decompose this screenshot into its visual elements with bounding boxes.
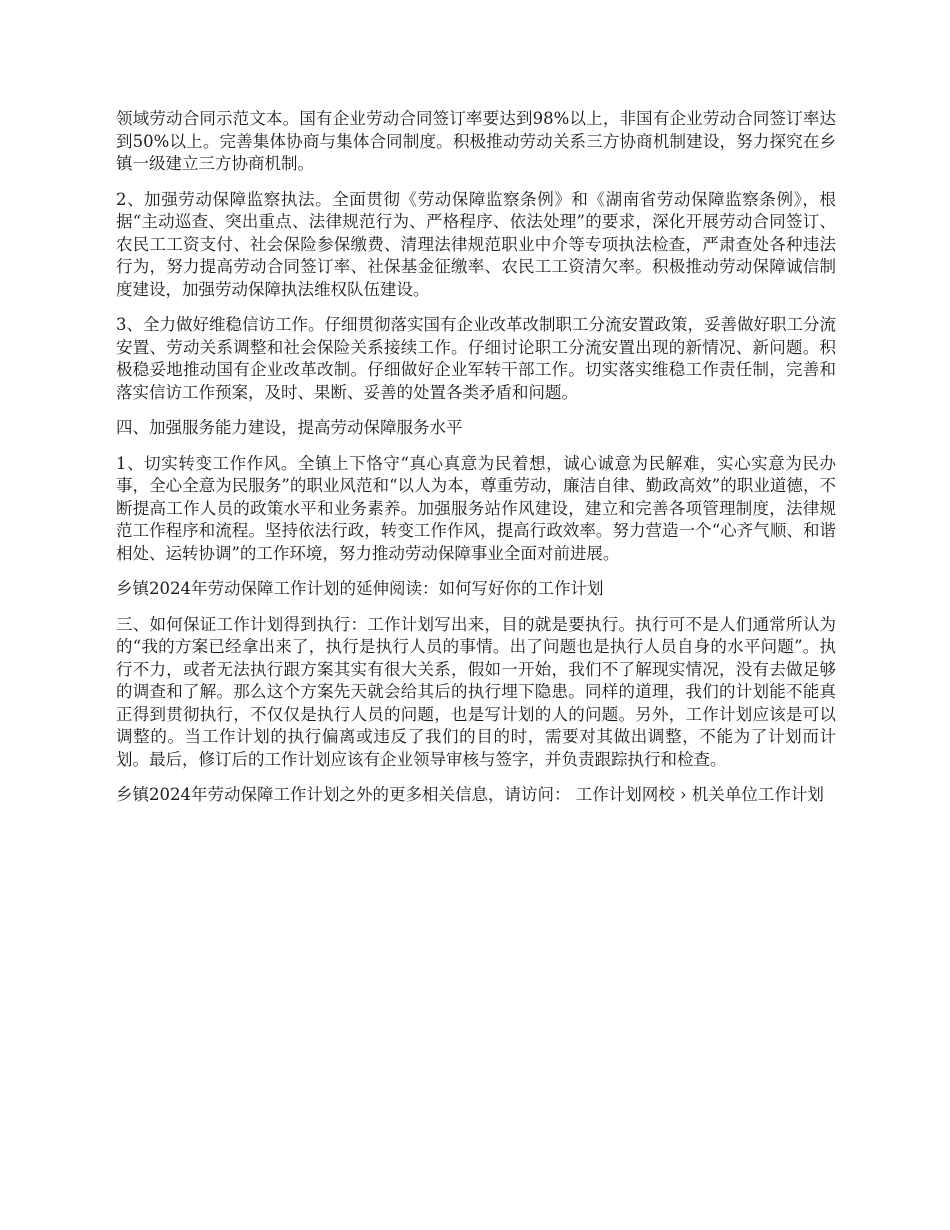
paragraph-labor-contract-text: 领域劳动合同示范文本。国有企业劳动合同签订率要达到98%以上，非国有企业劳动合同签订率达到50%以上。完善集体协商与集体合同制度。积极推动劳动关系三方协商机制建设，努力探究在乡镇一级建立三方协商机制。 [116, 109, 836, 173]
section-heading-service-capacity: 四、加强服务能力建设，提高劳动保障服务水平 [116, 418, 463, 437]
paragraph-plan-execution: 三、如何保证工作计划得到执行：工作计划写出来，目的就是要执行。执行可不是人们通常所认为的“我的方案已经拿出来了，执行是执行人员的事情。出了问题也是执行人员自身的水平问题”。执行不力，或者无法执行跟方案其实有很大关系，假如一开始，我们不了解现实情况，没有去做足够的调查和了解。那么这个方案先天就会给其后的执行埋下隐患。同样的道理，我们的计划能不能真正得到贯彻执行，不仅仅是执行人员的问题，也是写计划的人的问题。另外，工作计划应该是可以调整的。当工作计划的执行偏离或违反了我们的目的时，需要对其做出调整，不能为了计划而计划。最后，修订后的工作计划应该有企业领导审核与签字，并负责跟踪执行和检查。 [116, 614, 836, 769]
extended-reading-heading: 乡镇2024年劳动保障工作计划的延伸阅读：如何写好你的工作计划 [116, 579, 604, 598]
document-body [116, 108, 836, 820]
paragraph-stability-petition: 3、全力做好维稳信访工作。仔细贯彻落实国有企业改革改制职工分流安置政策，妥善做好职工分流安置、劳动关系调整和社会保险关系接续工作。仔细讨论职工分流安置出现的新情况、新问题。积极稳妥地推动国有企业改革改制。仔细做好企业军转干部工作。切实落实维稳工作责任制，完善和落实信访工作预案，及时、果断、妥善的处置各类矛盾和问题。 [116, 315, 836, 402]
paragraph-work-style: 1、切实转变工作作风。全镇上下恪守“真心真意为民着想，诚心诚意为民解难，实心实意为民办事，全心全意为民服务”的职业风范和“以人为本，尊重劳动，廉洁自律、勤政高效”的职业道德，不断提高工作人员的政策水平和业务素养。加强服务站作风建设，建立和完善各项管理制度，法律规范工作程序和流程。坚持依法行政，转变工作作风，提高行政效率。努力营造一个“心齐气顺、和谐相处、运转协调”的工作环境，努力推动劳动保障事业全面对前进展。 [116, 453, 836, 563]
more-info-footer: 乡镇2024年劳动保障工作计划之外的更多相关信息，请访问： 工作计划网校 › 机关单位工作计划 [116, 785, 824, 804]
paragraph-supervision-enforcement: 2、加强劳动保障监察执法。全面贯彻《劳动保障监察条例》和《湖南省劳动保障监察条例》，根据“主动巡查、突出重点、法律规范行为、严格程序、依法处理”的要求，深化开展劳动合同签订、农民工工资支付、社会保险参保缴费、清理法律规范职业中介等专项执法检查，严肃查处各种违法行为，努力提高劳动合同签订率、社保基金征缴率、农民工工资清欠率。积极推动劳动保障诚信制度建设，加强劳动保障执法维权队伍建设。 [116, 189, 836, 299]
